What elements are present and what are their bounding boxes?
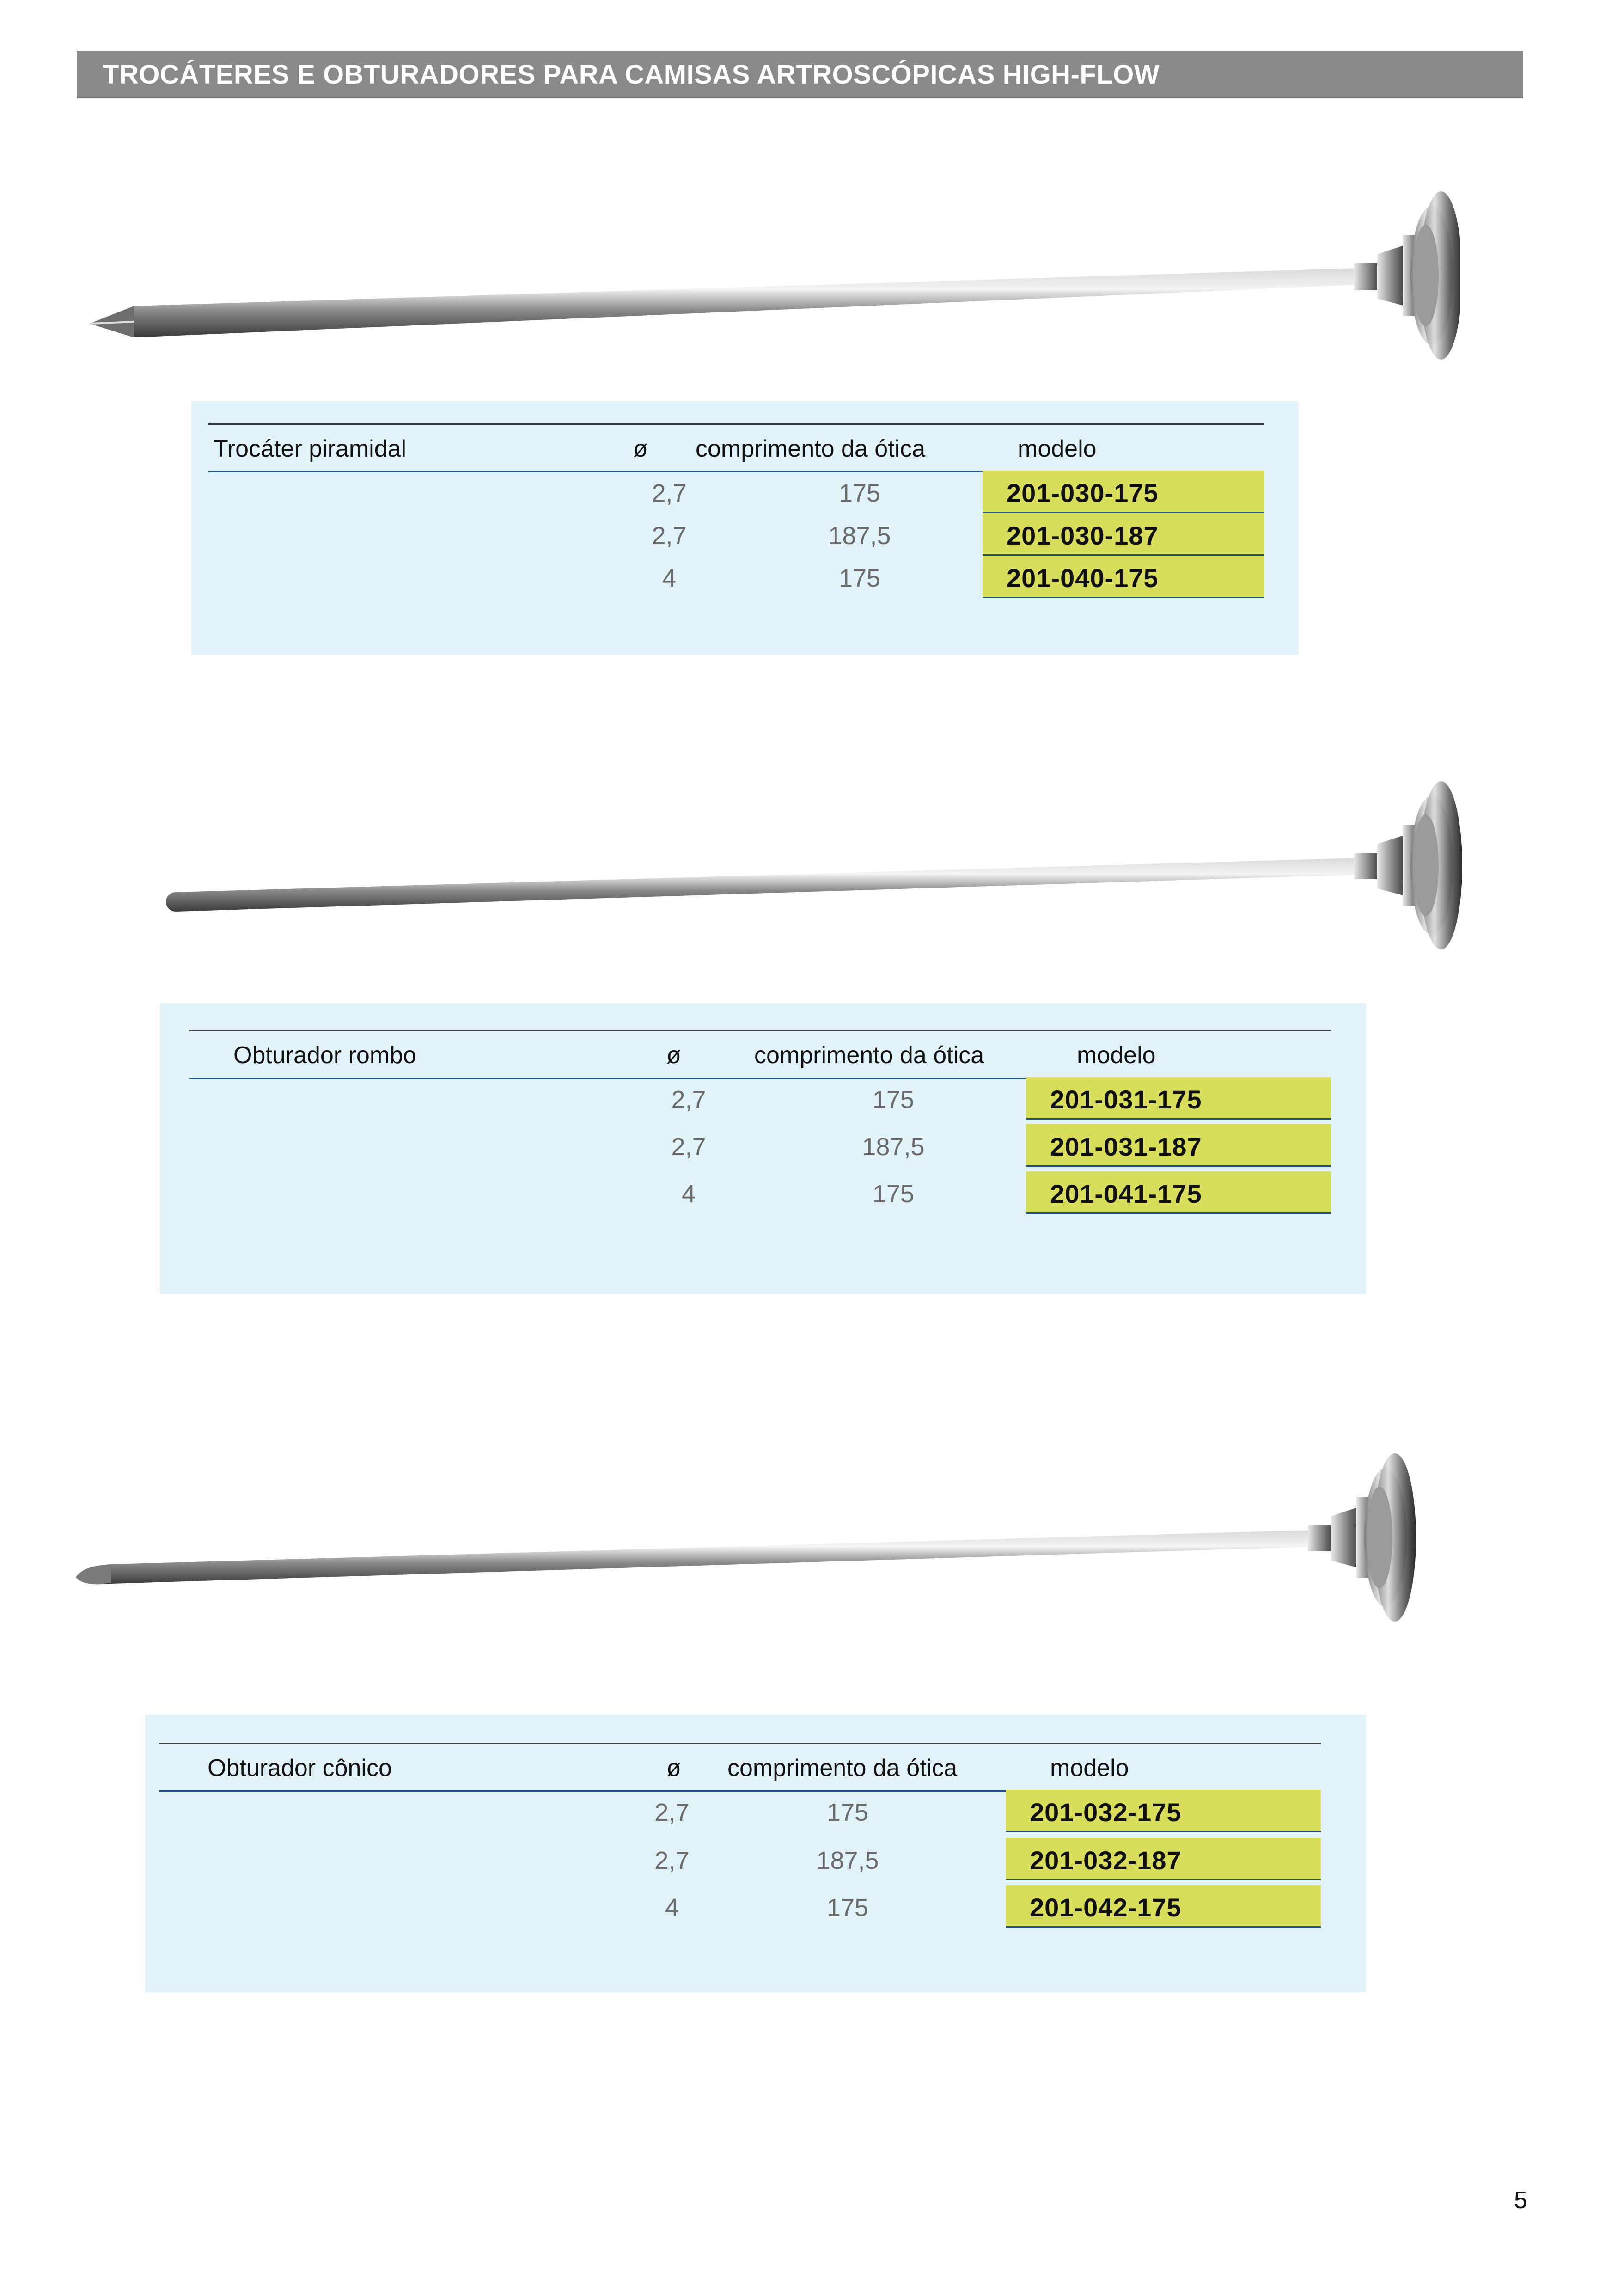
diameter-header: ø (666, 1755, 681, 1782)
model-code: 201-032-175 (1030, 1798, 1182, 1827)
conical-obturator-image (69, 1451, 1423, 1636)
diameter-value: 2,7 (652, 479, 687, 507)
pyramidal-trocar-image (83, 185, 1460, 379)
table-header (159, 1743, 1321, 1792)
model-cell (1026, 1171, 1331, 1214)
page-number: 5 (1514, 2187, 1527, 2214)
table-row (189, 1077, 1331, 1120)
model-code: 201-031-175 (1050, 1085, 1202, 1114)
length-header: comprimento da ótica (727, 1755, 958, 1782)
length-value: 187,5 (828, 522, 891, 550)
diameter-value: 2,7 (652, 522, 687, 550)
model-cell (1006, 1885, 1321, 1928)
model-cell (983, 471, 1264, 513)
model-code: 201-042-175 (1030, 1893, 1182, 1922)
model-cell (1026, 1124, 1331, 1167)
model-cell (983, 513, 1264, 556)
model-header: modelo (1050, 1755, 1129, 1782)
length-value: 175 (838, 479, 881, 507)
model-code: 201-031-187 (1050, 1132, 1202, 1161)
model-code: 201-030-175 (1007, 478, 1159, 508)
diameter-header: ø (666, 1042, 681, 1069)
model-code: 201-041-175 (1050, 1179, 1202, 1208)
length-value: 175 (872, 1086, 915, 1114)
diameter-value: 4 (662, 564, 677, 592)
table-header (189, 1030, 1331, 1079)
table-header (208, 423, 1264, 472)
diameter-value: 4 (681, 1180, 696, 1208)
model-cell (1026, 1077, 1331, 1120)
length-header: comprimento da ótica (696, 435, 926, 462)
length-value: 187,5 (862, 1133, 925, 1161)
product-name: Obturador rombo (233, 1042, 416, 1069)
model-code: 201-030-187 (1007, 521, 1159, 550)
table-row (208, 556, 1264, 598)
diameter-header: ø (633, 435, 648, 462)
table-row (159, 1790, 1321, 1832)
model-header: modelo (1018, 435, 1097, 462)
product-name: Obturador cônico (208, 1755, 392, 1782)
model-code: 201-040-175 (1007, 563, 1159, 593)
diameter-value: 4 (665, 1894, 679, 1922)
diameter-value: 2,7 (654, 1799, 690, 1826)
length-value: 175 (826, 1894, 869, 1922)
table-row (159, 1885, 1321, 1928)
model-cell (1006, 1790, 1321, 1832)
length-value: 175 (872, 1180, 915, 1208)
diameter-value: 2,7 (671, 1133, 706, 1161)
model-cell (983, 556, 1264, 598)
header-bar (77, 51, 1523, 98)
diameter-value: 2,7 (654, 1847, 690, 1874)
table-row (208, 471, 1264, 513)
length-value: 175 (826, 1799, 869, 1826)
model-header: modelo (1077, 1042, 1156, 1069)
table-row (208, 513, 1264, 556)
blunt-obturator-image (157, 777, 1479, 961)
page-title: TROCÁTERES E OBTURADORES PARA CAMISAS ARTROSCÓPICAS HIGH-FLOW (103, 60, 1160, 90)
product-name: Trocáter piramidal (214, 435, 407, 462)
table-row (189, 1124, 1331, 1167)
length-value: 175 (838, 564, 881, 592)
length-header: comprimento da ótica (754, 1042, 984, 1069)
model-cell (1006, 1838, 1321, 1880)
length-value: 187,5 (816, 1847, 879, 1874)
model-code: 201-032-187 (1030, 1846, 1182, 1875)
diameter-value: 2,7 (671, 1086, 706, 1114)
table-row (159, 1838, 1321, 1880)
table-row (189, 1171, 1331, 1214)
